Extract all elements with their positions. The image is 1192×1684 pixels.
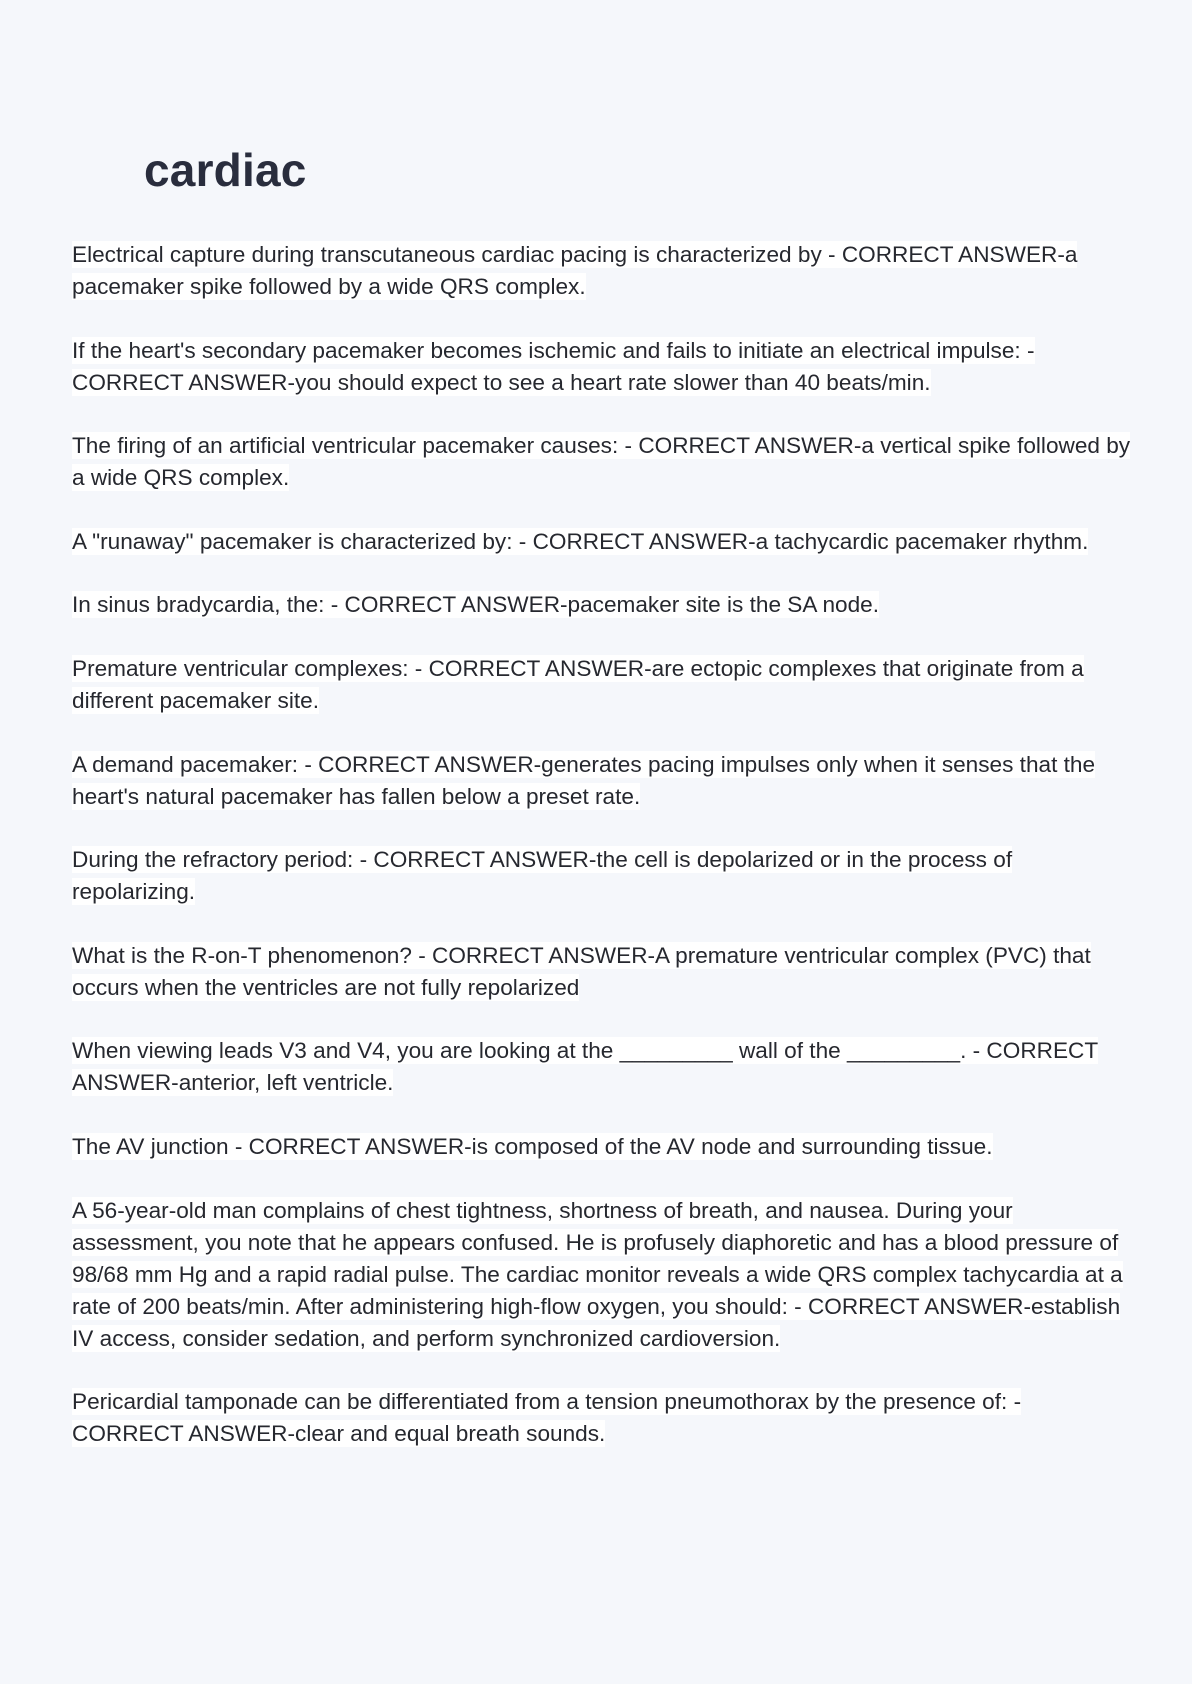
qa-list [72,239,1132,1482]
qa-item-10 [72,1035,1132,1099]
qa-item-3 [72,430,1132,494]
qa-text: When viewing leads V3 and V4, you are looking at the _________ wall of the _________. - CORRECT ANSWER-anterior, left ventricle. [72,1038,1099,1096]
qa-item-1 [72,239,1132,303]
qa-item-2 [72,335,1132,399]
qa-text: Electrical capture during transcutaneous cardiac pacing is characterized by - CORRECT ANSWER-a pacemaker spike followed by a wide QRS complex. [72,242,1078,299]
qa-item-7 [72,749,1132,813]
qa-text: The firing of an artificial ventricular pacemaker causes: - CORRECT ANSWER-a vertical spike followed by a wide QRS complex. [72,433,1131,491]
qa-text: During the refractory period: - CORRECT ANSWER-the cell is depolarized or in the process of repolarizing. [72,847,1013,905]
qa-item-11 [72,1131,1132,1163]
qa-item-12 [72,1195,1132,1355]
qa-item-6 [72,653,1132,717]
qa-item-13 [72,1386,1132,1450]
qa-text: A demand pacemaker: - CORRECT ANSWER-generates pacing impulses only when it senses that the heart's natural pacemaker has fallen below a preset rate. [72,751,1096,809]
qa-text: The AV junction - CORRECT ANSWER-is composed of the AV node and surrounding tissue. [72,1133,993,1159]
qa-text: A 56-year-old man complains of chest tightness, shortness of breath, and nausea. During your assessment, you note that he appears confused. He is profusely diaphoretic and has a blood pressure of 98/68 mm Hg and a rapid radial pulse. The cardiac monitor reveals a wide QRS complex tachycardia at a rate of 200 beats/min. After administering high-flow oxygen, you should: - CORRECT ANSWER-establish IV access, consider sedation, and perform synchronized cardioversion. [72,1197,1123,1351]
qa-item-8 [72,844,1132,908]
page-title: cardiac [144,144,307,196]
qa-text: If the heart's secondary pacemaker becomes ischemic and fails to initiate an electrical impulse: - CORRECT ANSWER-you should expect to see a heart rate slower than 40 beats/min. [72,337,1035,395]
qa-text: What is the R-on-T phenomenon? - CORRECT ANSWER-A premature ventricular complex (PVC) that occurs when the ventricles are not fully repolarized [72,942,1091,1000]
qa-item-5 [72,589,1132,621]
qa-text: A "runaway" pacemaker is characterized by: - CORRECT ANSWER-a tachycardic pacemaker rhythm. [72,528,1089,554]
qa-text: Premature ventricular complexes: - CORRECT ANSWER-are ectopic complexes that originate from a different pacemaker site. [72,655,1084,713]
qa-item-4 [72,526,1132,558]
qa-item-9 [72,940,1132,1004]
qa-text: Pericardial tamponade can be differentiated from a tension pneumothorax by the presence of: - CORRECT ANSWER-clear and equal breath sounds. [72,1389,1022,1447]
qa-text: In sinus bradycardia, the: - CORRECT ANSWER-pacemaker site is the SA node. [72,592,880,618]
